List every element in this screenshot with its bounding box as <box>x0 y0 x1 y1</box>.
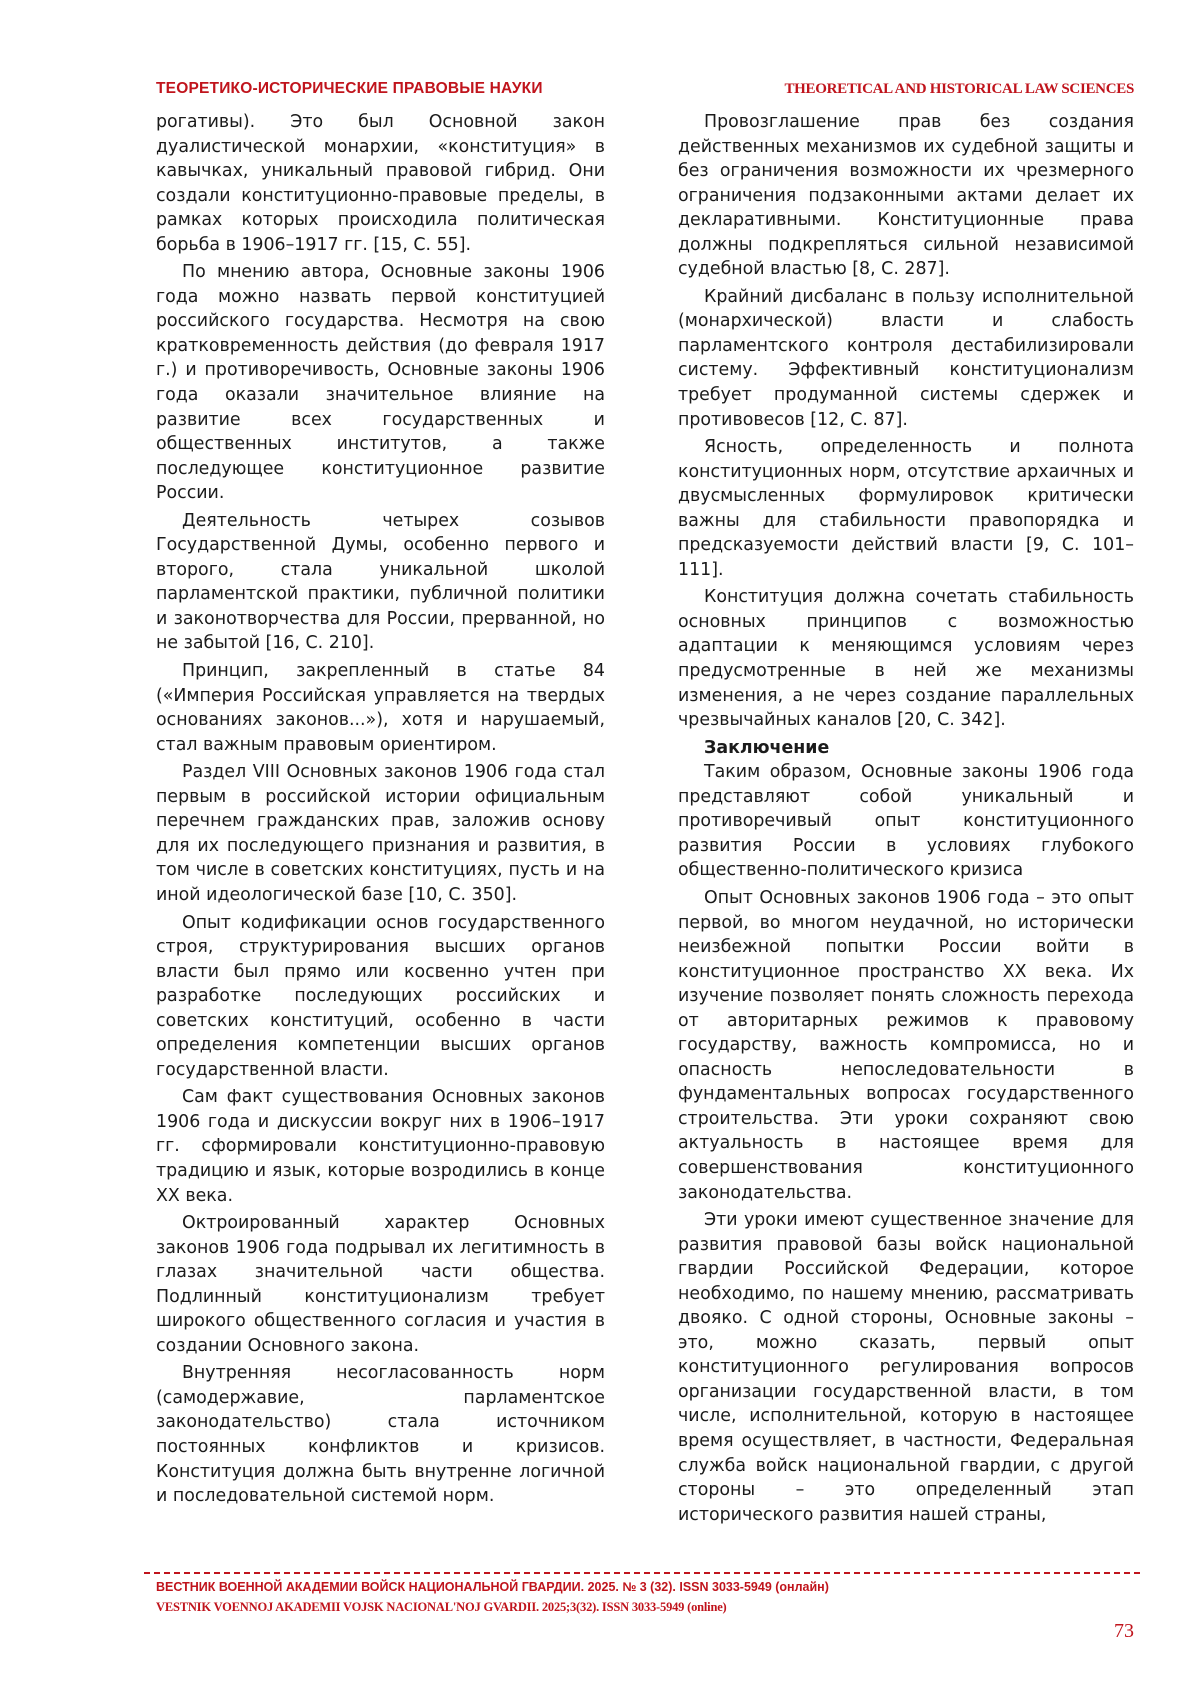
paragraph: Опыт кодификации основ государственного строя, структурирования высших органов власти был прямо или косвенно учтен при разработке последующих российских и советских конституций, особенно в части определения компетенции высших органов государственной власти. <box>156 912 605 1080</box>
header-section-title-en: THEORETICAL AND HISTORICAL LAW SCIENCES <box>784 81 1134 97</box>
conclusion-paragraph: Таким образом, Основные законы 1906 года представляют собой уникальный и противоречивый опыт конституционного развития России в условиях глубокого общественно-политического кризиса <box>678 762 1134 881</box>
paragraph: Провозглашение прав без создания действенных механизмов их судебной защиты и без ограничения возможности их чрезмерного ограничения подзаконными актами делает их декларативными. Конституционные права должны подкрепляться сильной независимой судебной властью [8, С. 287]. <box>678 112 1134 280</box>
footer-journal-citation-en: VESTNIK VOENNOJ AKADEMII VOJSK NACIONAL'NOJ GVARDII. 2025;3(32). ISSN 3033-5949 (online) <box>156 1600 727 1614</box>
conclusion-heading: Заключение <box>704 737 830 758</box>
header-section-title-ru: ТЕОРЕТИКО-ИСТОРИЧЕСКИЕ ПРАВОВЫЕ НАУКИ <box>156 80 543 97</box>
paragraph: Раздел VIII Основных законов 1906 года стал первым в российской истории официальным перечнем гражданских прав, заложив основу для их последующего признания и развития, в том числе в советских конституциях, пусть и на иной идеологической базе [10, С. 350]. <box>156 762 605 905</box>
paragraph: Крайний дисбаланс в пользу исполнительной (монархической) власти и слабость парламентского контроля дестабилизировали систему. Эффективный конституционализм требует продуманной системы сдержек и противовесов [12, С. 87]. <box>678 286 1134 430</box>
paragraph: Конституция должна сочетать стабильность основных принципов с возможностью адаптации к меняющимся условиям через предусмотренные в ней же механизмы изменения, а не через создание параллельных чрезвычайных каналов [20, С. 342]. <box>678 587 1134 731</box>
page-number: 73 <box>1114 1620 1134 1642</box>
conclusion-paragraph: Опыт Основных законов 1906 года – это опыт первой, во многом неудачной, но исторически неизбежной попытки России войти в конституционное пространство XX века. Их изучение позволяет понять сложность перехода от авторитарных режимов к правовому государству, важность компромисса, но и опасность непоследовательности в фундаментальных вопросах государственного строительства. Эти уроки сохраняют свою актуальность в настоящее время для совершенствования конституционного законодательства. <box>678 887 1134 1203</box>
paragraph: Сам факт существования Основных законов 1906 года и дискуссии вокруг них в 1906–1917 гг. сформировали конституционно-правовую традицию и язык, которые возродились в конце XX века. <box>156 1087 605 1206</box>
right-column <box>678 110 1134 1530</box>
paragraph: Ясность, определенность и полнота конституционных норм, отсутствие архаичных и двусмысленных формулировок критически важны для стабильности правопорядка и предсказуемости действий власти [9, С. 101–111]. <box>678 437 1134 580</box>
paragraph: Октроированный характер Основных законов 1906 года подрывал их легитимность в глазах значительной части общества. Подлинный конституционализм требует широкого общественного согласия и участия в создании Основного закона. <box>156 1213 605 1356</box>
paragraph: Внутренняя несогласованность норм (самодержавие, парламентское законодательство) стала источником постоянных конфликтов и кризисов. Конституция должна быть внутренне логичной и последовательной системой норм. <box>156 1363 605 1507</box>
footer-journal-citation-ru: ВЕСТНИК ВОЕННОЙ АКАДЕМИИ ВОЙСК НАЦИОНАЛЬНОЙ ГВАРДИИ. 2025. № 3 (32). ISSN 3033-5949 (онлайн) <box>156 1580 829 1594</box>
paragraph: рогативы). Это был Основной закон дуалистической монархии, «конституция» в кавычках, уникальный правовой гибрид. Они создали конституционно-правовые пределы, в рамках которых происходила политическая борьба в 1906–1917 гг. [15, С. 55]. <box>156 112 605 255</box>
paragraph: Принцип, закрепленный в статье 84 («Империя Российская управляется на твердых основаниях законов...»), хотя и нарушаемый, стал важным правовым ориентиром. <box>156 661 605 755</box>
running-header <box>156 80 1134 104</box>
paragraph: Деятельность четырех созывов Государственной Думы, особенно первого и второго, стала уникальной школой парламентской практики, публичной политики и законотворчества для России, прерванной, но не забытой [16, С. 210]. <box>156 510 605 654</box>
paragraph: По мнению автора, Основные законы 1906 года можно назвать первой конституцией российского государства. Несмотря на свою кратковременность действия (до февраля 1917 г.) и противоречивость, Основные законы 1906 года оказали значительное влияние на развитие всех государственных и общественных институтов, а также последующее конституционное развитие России. <box>156 262 605 504</box>
left-column <box>156 110 605 1512</box>
conclusion-paragraph: Эти уроки имеют существенное значение для развития правовой базы войск национальной гвардии Российской Федерации, которое необходимо, по нашему мнению, рассматривать двояко. С одной стороны, Основные законы – это, можно сказать, первый опыт конституционного регулирования вопросов организации государственной власти, в том числе, исполнительной, которую в настоящее время осуществляет, в частности, Федеральная служба войск национальной гвардии, с другой стороны – это определенный этап исторического развития нашей страны, <box>678 1210 1134 1525</box>
footer-divider <box>144 1572 1140 1574</box>
